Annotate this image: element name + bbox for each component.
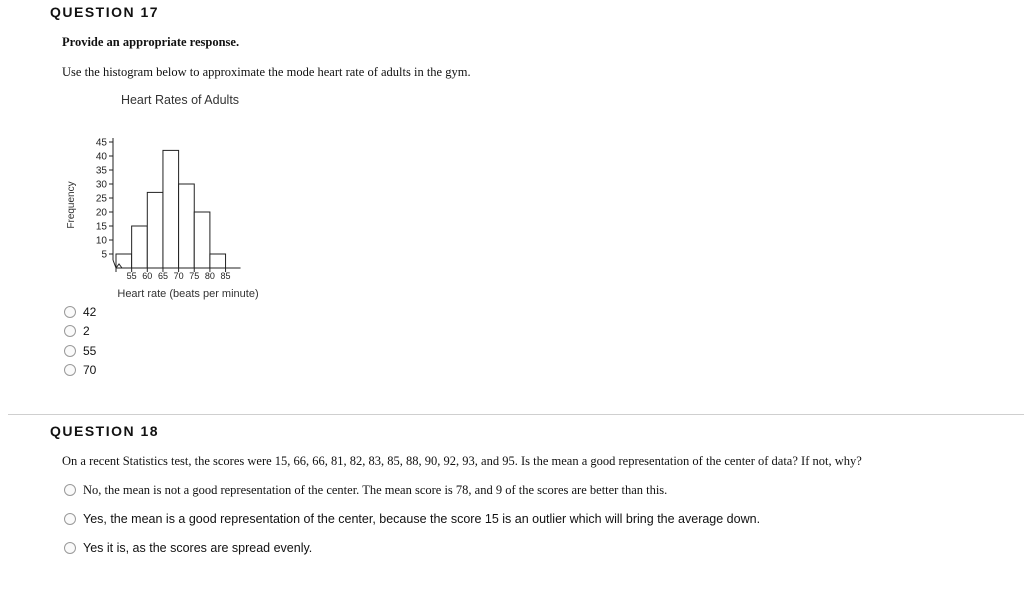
question-18-prompt: On a recent Statistics test, the scores were 15, 66, 66, 81, 82, 83, 85, 88, 90, 92, 93, and 95. Is the mean a good representation of the center of data? If not, why? [62, 454, 862, 468]
histogram-bar [179, 184, 195, 268]
option-70-radio[interactable] [64, 364, 76, 376]
option-yes-outlier-label[interactable]: Yes, the mean is a good representation of the center, because the score 15 is an outlier which will bring the average down. [83, 512, 761, 526]
chart-title: Heart Rates of Adults [120, 93, 240, 107]
question-divider [8, 414, 1024, 415]
histogram-bar [194, 212, 210, 268]
y-tick-label: 15 [95, 221, 107, 233]
histogram-bar [163, 150, 179, 268]
y-tick-label: 25 [95, 193, 107, 205]
option-2-radio[interactable] [64, 325, 76, 337]
x-tick-label: 55 [126, 271, 137, 281]
y-axis-label: Frequency [66, 181, 77, 229]
x-tick-label: 80 [204, 271, 215, 281]
histogram-figure [0, 88, 1024, 308]
option-no-radio[interactable] [64, 484, 76, 496]
option-yes-spread-label[interactable]: Yes it is, as the scores are spread evenly. [83, 541, 313, 555]
y-tick-label: 40 [95, 151, 107, 163]
histogram-bar [210, 254, 226, 268]
option-no-label[interactable]: No, the mean is not a good representation of the center. The mean score is 78, and 9 of the scores are better than this. [83, 483, 668, 497]
x-axis-label: Heart rate (beats per minute) [117, 288, 259, 300]
x-tick-label: 65 [157, 271, 168, 281]
option-55-radio[interactable] [64, 345, 76, 357]
histogram-chart [0, 88, 1024, 308]
x-tick-label: 70 [173, 271, 184, 281]
x-tick-label: 75 [189, 271, 200, 281]
question-17-prompt: Use the histogram below to approximate the mode heart rate of adults in the gym. [62, 65, 471, 79]
y-tick-label: 30 [95, 179, 107, 191]
option-42-label[interactable]: 42 [83, 305, 97, 319]
y-tick-label: 35 [95, 165, 107, 177]
question-17-header: QUESTION 17 [50, 4, 160, 20]
x-tick-label: 60 [142, 271, 153, 281]
question-17-instruction: Provide an appropriate response. [62, 35, 240, 49]
histogram-bar [147, 192, 163, 268]
option-70-label[interactable]: 70 [83, 363, 97, 377]
option-2-label[interactable]: 2 [83, 324, 90, 338]
x-tick-label: 85 [220, 271, 231, 281]
histogram-bar [132, 226, 148, 268]
option-42-radio[interactable] [64, 306, 76, 318]
y-tick-label: 5 [101, 249, 107, 261]
option-55-label[interactable]: 55 [83, 344, 97, 358]
histogram-bars [116, 150, 226, 268]
question-18-header: QUESTION 18 [50, 423, 160, 439]
histogram-bar [116, 254, 132, 268]
y-tick-label: 20 [95, 207, 107, 219]
option-yes-outlier-radio[interactable] [64, 513, 76, 525]
y-tick-label: 45 [95, 137, 107, 149]
option-yes-spread-radio[interactable] [64, 542, 76, 554]
y-tick-label: 10 [95, 235, 107, 247]
